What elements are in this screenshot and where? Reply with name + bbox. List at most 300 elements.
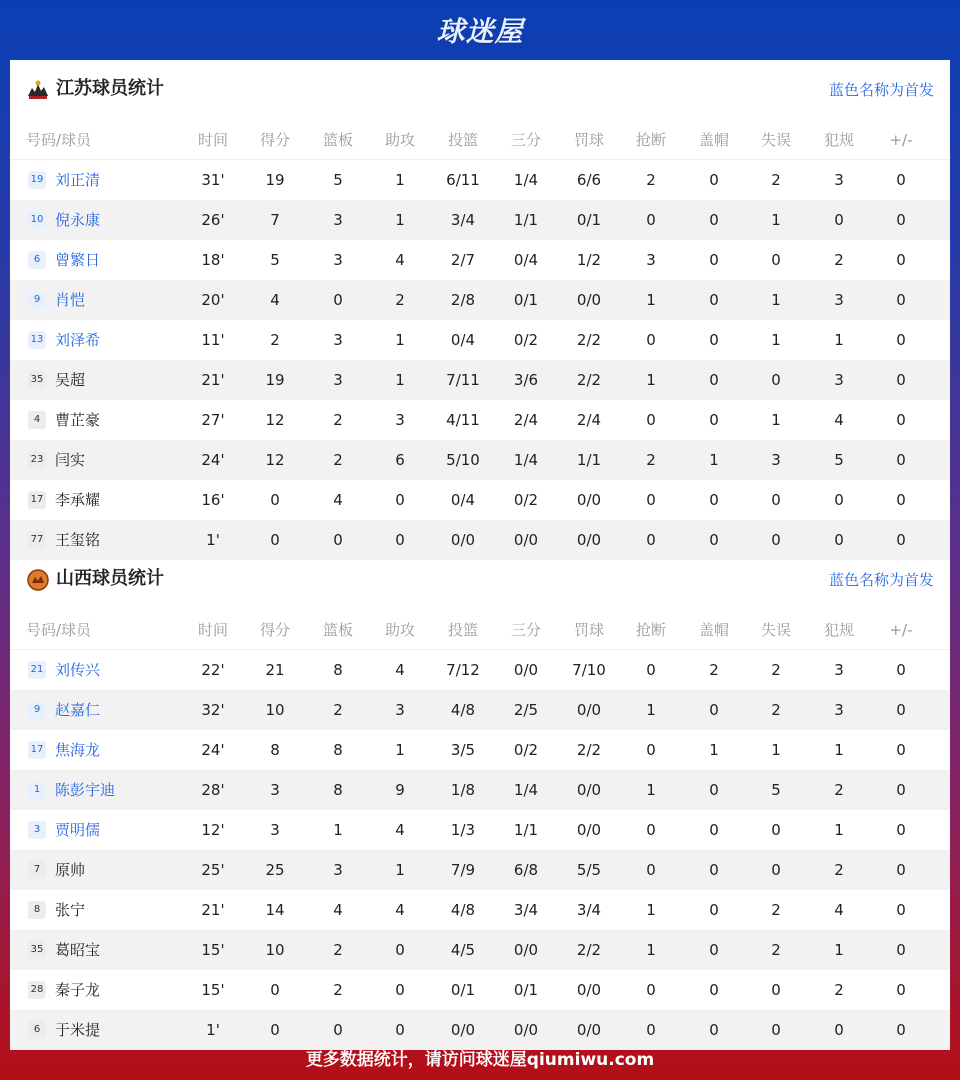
table-row	[10, 690, 950, 730]
jersey-number-badge: 28	[28, 981, 46, 999]
table-row	[10, 440, 950, 480]
stat-cell: 1	[395, 741, 405, 759]
stat-cell: 1	[709, 451, 719, 469]
table-row	[10, 280, 950, 320]
stat-cell: 3/5	[450, 741, 476, 759]
stat-cell: 2/4	[513, 411, 539, 429]
stat-cell: 1	[646, 781, 656, 799]
stat-cell: 5/5	[576, 861, 602, 879]
stat-cell: 2	[771, 701, 781, 719]
stat-cell: 2	[333, 451, 343, 469]
stat-cell: 0	[709, 781, 719, 799]
stat-cell: 2	[834, 781, 844, 799]
player-name: 吴超	[55, 371, 86, 389]
player-name: 曹芷豪	[55, 411, 101, 429]
stat-cell: 3	[270, 781, 280, 799]
player-name: 刘传兴	[55, 661, 101, 679]
table-row	[10, 240, 950, 280]
stat-cell: 0/4	[450, 331, 476, 349]
stat-cell: 1	[646, 291, 656, 309]
column-header: +/-	[889, 621, 913, 639]
stat-cell: 25'	[201, 861, 225, 879]
stat-cell: 0	[896, 491, 906, 509]
stat-cell: 0/1	[450, 981, 476, 999]
stat-cell: 0/0	[576, 491, 602, 509]
stat-cell: 1	[333, 821, 343, 839]
stat-cell: 3	[395, 701, 405, 719]
column-header: 抢断	[635, 131, 666, 149]
stat-cell: 0	[771, 861, 781, 879]
stat-cell: 0/1	[513, 981, 539, 999]
column-header: 盖帽	[698, 621, 729, 639]
stat-cell: 0	[896, 741, 906, 759]
player-name: 闫实	[55, 451, 86, 469]
team-header	[10, 60, 950, 120]
team-title: 江苏球员统计	[56, 78, 164, 99]
stat-cell: 2/8	[450, 291, 476, 309]
stat-cell: 1/3	[450, 821, 476, 839]
jersey-number-badge: 3	[28, 821, 46, 839]
stat-cell: 21'	[201, 901, 225, 919]
stat-cell: 0	[834, 211, 844, 229]
jersey-number-badge: 6	[28, 1021, 46, 1039]
stat-cell: 1	[771, 291, 781, 309]
stat-cell: 0	[709, 171, 719, 189]
stat-cell: 1	[646, 701, 656, 719]
stat-cell: 0	[709, 981, 719, 999]
column-header: 三分	[510, 621, 541, 639]
stat-cell: 0	[646, 411, 656, 429]
stat-cell: 4	[333, 901, 343, 919]
starter-note: 蓝色名称为首发	[828, 571, 934, 589]
table-row	[10, 320, 950, 360]
table-row	[10, 400, 950, 440]
stat-cell: 21'	[201, 371, 225, 389]
stat-cell: 0	[646, 531, 656, 549]
stat-cell: 10	[265, 701, 285, 719]
stat-cell: 3	[834, 701, 844, 719]
stat-cell: 0/0	[576, 981, 602, 999]
stat-cell: 3	[333, 371, 343, 389]
stat-cell: 0	[896, 861, 906, 879]
stat-cell: 22'	[201, 661, 225, 679]
stat-cell: 0/2	[513, 491, 539, 509]
stat-cell: 3	[834, 371, 844, 389]
stat-cell: 0	[646, 821, 656, 839]
stat-cell: 21	[265, 661, 285, 679]
stat-cell: 0	[896, 411, 906, 429]
stat-cell: 0	[896, 211, 906, 229]
stat-cell: 0/0	[576, 821, 602, 839]
stat-cell: 0	[896, 701, 906, 719]
stat-cell: 1	[771, 331, 781, 349]
stat-cell: 2/2	[576, 371, 602, 389]
stat-cell: 1	[646, 941, 656, 959]
jersey-number-badge: 17	[28, 741, 46, 759]
team-section-jiangsu	[10, 60, 950, 560]
table-row	[10, 930, 950, 970]
column-header: 篮板	[322, 131, 353, 149]
player-name: 焦海龙	[55, 741, 101, 759]
stat-cell: 3/4	[576, 901, 602, 919]
stat-cell: 7/10	[572, 661, 606, 679]
stat-cell: 0	[395, 491, 405, 509]
stat-cell: 0/0	[513, 531, 539, 549]
stat-cell: 2	[771, 661, 781, 679]
stat-cell: 2	[834, 251, 844, 269]
stat-cell: 0	[709, 701, 719, 719]
stat-cell: 0	[771, 491, 781, 509]
table-row	[10, 360, 950, 400]
stat-cell: 4	[395, 821, 405, 839]
column-header: 罚球	[573, 621, 604, 639]
table-row	[10, 810, 950, 850]
stat-cell: 1	[834, 331, 844, 349]
stat-cell: 0	[771, 371, 781, 389]
column-header: 罚球	[573, 131, 604, 149]
column-header: 犯规	[823, 131, 854, 149]
stat-cell: 0/0	[576, 1021, 602, 1039]
stat-cell: 32'	[201, 701, 225, 719]
stat-cell: 0/2	[513, 331, 539, 349]
stat-cell: 0	[896, 371, 906, 389]
stat-cell: 6	[395, 451, 405, 469]
stat-cell: 7/11	[446, 371, 480, 389]
stat-cell: 6/8	[513, 861, 539, 879]
column-header: 得分	[259, 621, 290, 639]
stat-cell: 5	[834, 451, 844, 469]
jersey-number-badge: 6	[28, 251, 46, 269]
stat-cell: 4/11	[446, 411, 480, 429]
column-header: 得分	[259, 131, 290, 149]
stat-cell: 3/6	[513, 371, 539, 389]
stat-cell: 0/0	[576, 781, 602, 799]
stat-cell: 0	[709, 291, 719, 309]
column-header: 失误	[760, 131, 791, 149]
table-row	[10, 480, 950, 520]
stat-cell: 2	[333, 941, 343, 959]
stat-cell: 0/0	[450, 1021, 476, 1039]
stat-cell: 8	[333, 741, 343, 759]
stat-cell: 0	[771, 821, 781, 839]
stat-cell: 0	[646, 741, 656, 759]
stat-cell: 1	[834, 741, 844, 759]
stat-cell: 0	[270, 981, 280, 999]
stat-cell: 2	[646, 171, 656, 189]
stat-cell: 19	[265, 171, 285, 189]
stat-cell: 0	[709, 251, 719, 269]
stat-cell: 2/5	[513, 701, 539, 719]
stat-cell: 3	[333, 251, 343, 269]
stat-cell: 4/8	[450, 901, 476, 919]
jersey-number-badge: 9	[28, 291, 46, 309]
stat-cell: 19	[265, 371, 285, 389]
stat-cell: 14	[265, 901, 285, 919]
stat-cell: 0	[395, 941, 405, 959]
table-row	[10, 730, 950, 770]
team-header	[10, 550, 950, 610]
stat-cell: 15'	[201, 941, 225, 959]
player-name: 陈彭宇迪	[55, 781, 116, 799]
stat-cell: 0	[896, 941, 906, 959]
jersey-number-badge: 19	[28, 171, 46, 189]
column-header: 篮板	[322, 621, 353, 639]
stat-cell: 0	[333, 1021, 343, 1039]
stat-cell: 12'	[201, 821, 225, 839]
player-name: 曾繁日	[55, 251, 101, 269]
stat-cell: 0	[896, 251, 906, 269]
player-name: 刘泽希	[55, 331, 101, 349]
table-header	[10, 120, 950, 160]
stat-cell: 1	[395, 331, 405, 349]
stat-cell: 0	[646, 331, 656, 349]
stat-cell: 24'	[201, 451, 225, 469]
column-header: 盖帽	[698, 131, 729, 149]
column-header: 三分	[510, 131, 541, 149]
stat-cell: 11'	[201, 331, 225, 349]
footer-banner: 更多数据统计，请访问球迷屋qiumiwu.com	[305, 1050, 655, 1070]
column-header: 投篮	[447, 621, 478, 639]
stat-cell: 0	[709, 1021, 719, 1039]
team-title: 山西球员统计	[56, 568, 164, 589]
stat-cell: 18'	[201, 251, 225, 269]
stat-cell: 2/4	[576, 411, 602, 429]
stat-cell: 1	[395, 371, 405, 389]
jersey-number-badge: 17	[28, 491, 46, 509]
stat-cell: 4	[395, 661, 405, 679]
stat-cell: 0	[709, 211, 719, 229]
column-header: 助攻	[384, 621, 415, 639]
stat-cell: 20'	[201, 291, 225, 309]
jersey-number-badge: 35	[28, 941, 46, 959]
stat-cell: 3	[646, 251, 656, 269]
stat-cell: 3/4	[450, 211, 476, 229]
player-name: 倪永康	[55, 211, 101, 229]
stats-panel	[10, 60, 950, 1040]
stat-cell: 10	[265, 941, 285, 959]
player-name: 刘正清	[55, 171, 101, 189]
stat-cell: 3	[834, 171, 844, 189]
jersey-number-badge: 9	[28, 701, 46, 719]
stat-cell: 4	[333, 491, 343, 509]
stat-cell: 24'	[201, 741, 225, 759]
stat-cell: 3/4	[513, 901, 539, 919]
stat-cell: 7/9	[450, 861, 476, 879]
stat-cell: 0	[896, 331, 906, 349]
stat-cell: 5	[771, 781, 781, 799]
stat-cell: 0	[646, 861, 656, 879]
player-name: 贾明儒	[55, 821, 101, 839]
stat-cell: 1	[709, 741, 719, 759]
stat-cell: 0	[896, 451, 906, 469]
stat-cell: 0/0	[513, 1021, 539, 1039]
team-section-shanxi	[10, 550, 950, 1050]
stat-cell: 0	[709, 821, 719, 839]
stat-cell: 0/1	[576, 211, 602, 229]
player-name: 李承耀	[55, 491, 101, 509]
player-name: 于米提	[55, 1021, 101, 1039]
stat-cell: 3	[270, 821, 280, 839]
stat-cell: 6/6	[576, 171, 602, 189]
column-header: 抢断	[635, 621, 666, 639]
table-row	[10, 770, 950, 810]
stat-cell: 0	[834, 531, 844, 549]
player-name: 原帅	[55, 861, 86, 879]
column-label-player: 号码/球员	[26, 621, 92, 639]
stat-cell: 0/4	[450, 491, 476, 509]
stat-cell: 4	[395, 901, 405, 919]
stat-cell: 0/0	[576, 701, 602, 719]
stat-cell: 0	[709, 331, 719, 349]
jiangsu-team-logo-icon	[26, 78, 50, 102]
stat-cell: 8	[333, 661, 343, 679]
stat-cell: 0	[896, 821, 906, 839]
stat-cell: 26'	[201, 211, 225, 229]
jersey-number-badge: 8	[28, 901, 46, 919]
stat-cell: 2	[333, 701, 343, 719]
stat-cell: 2	[270, 331, 280, 349]
stat-cell: 0/1	[513, 291, 539, 309]
table-row	[10, 970, 950, 1010]
table-row	[10, 200, 950, 240]
stat-cell: 0	[896, 661, 906, 679]
stat-cell: 0	[834, 491, 844, 509]
stat-cell: 2	[333, 411, 343, 429]
player-name: 葛昭宝	[55, 941, 101, 959]
stat-cell: 0	[709, 411, 719, 429]
stat-cell: 1/1	[513, 211, 539, 229]
stat-cell: 2	[395, 291, 405, 309]
jersey-number-badge: 13	[28, 331, 46, 349]
stat-cell: 4/5	[450, 941, 476, 959]
stat-cell: 0	[896, 901, 906, 919]
stat-cell: 0/0	[450, 531, 476, 549]
table-row	[10, 890, 950, 930]
stat-cell: 31'	[201, 171, 225, 189]
jersey-number-badge: 10	[28, 211, 46, 229]
stat-cell: 5	[270, 251, 280, 269]
stat-cell: 2	[834, 981, 844, 999]
stat-cell: 0	[834, 1021, 844, 1039]
stat-cell: 0	[333, 531, 343, 549]
stat-cell: 3	[333, 861, 343, 879]
stat-cell: 7	[270, 211, 280, 229]
stat-cell: 0	[771, 531, 781, 549]
stat-cell: 0	[646, 981, 656, 999]
jersey-number-badge: 23	[28, 451, 46, 469]
stat-cell: 0/0	[513, 661, 539, 679]
stat-cell: 0	[896, 981, 906, 999]
stat-cell: 0	[270, 1021, 280, 1039]
stat-cell: 1/2	[576, 251, 602, 269]
stat-cell: 5	[333, 171, 343, 189]
column-header: +/-	[889, 131, 913, 149]
stat-cell: 4	[395, 251, 405, 269]
stat-cell: 3	[395, 411, 405, 429]
stat-cell: 0	[771, 981, 781, 999]
stat-cell: 2/2	[576, 331, 602, 349]
stat-cell: 1/4	[513, 781, 539, 799]
stat-cell: 1/1	[576, 451, 602, 469]
stat-cell: 3	[834, 661, 844, 679]
stat-cell: 1	[646, 371, 656, 389]
table-row	[10, 850, 950, 890]
stat-cell: 1	[395, 211, 405, 229]
stat-cell: 0	[709, 371, 719, 389]
stat-cell: 9	[395, 781, 405, 799]
stat-cell: 8	[270, 741, 280, 759]
stat-cell: 0	[395, 531, 405, 549]
stat-cell: 2	[771, 171, 781, 189]
stat-cell: 2/2	[576, 941, 602, 959]
player-name: 王玺铭	[55, 531, 101, 549]
stat-cell: 0	[896, 171, 906, 189]
player-name: 秦子龙	[55, 981, 101, 999]
stat-cell: 0	[646, 1021, 656, 1039]
stat-cell: 16'	[201, 491, 225, 509]
stat-cell: 0	[646, 661, 656, 679]
table-row	[10, 650, 950, 690]
stat-cell: 1	[834, 941, 844, 959]
stat-cell: 4	[834, 411, 844, 429]
stat-cell: 0	[709, 901, 719, 919]
stat-cell: 0	[395, 1021, 405, 1039]
stat-cell: 1	[771, 211, 781, 229]
top-bar	[0, 0, 960, 60]
stat-cell: 15'	[201, 981, 225, 999]
stat-cell: 27'	[201, 411, 225, 429]
stat-cell: 2	[646, 451, 656, 469]
stat-cell: 1/4	[513, 171, 539, 189]
stat-cell: 12	[265, 411, 285, 429]
stat-cell: 1	[646, 901, 656, 919]
stat-cell: 1	[771, 741, 781, 759]
stat-cell: 0	[646, 211, 656, 229]
stat-cell: 5/10	[446, 451, 480, 469]
stat-cell: 4	[270, 291, 280, 309]
stat-cell: 0	[896, 291, 906, 309]
shanxi-team-logo-icon	[26, 568, 50, 592]
stat-cell: 0	[709, 531, 719, 549]
stat-cell: 2	[771, 901, 781, 919]
stat-cell: 8	[333, 781, 343, 799]
stat-cell: 1/4	[513, 451, 539, 469]
stat-cell: 28'	[201, 781, 225, 799]
stat-cell: 4/8	[450, 701, 476, 719]
jersey-number-badge: 4	[28, 411, 46, 429]
jersey-number-badge: 1	[28, 781, 46, 799]
stat-cell: 3	[834, 291, 844, 309]
stat-cell: 0/0	[513, 941, 539, 959]
player-name: 肖恺	[55, 291, 86, 309]
stat-cell: 3	[333, 331, 343, 349]
jersey-number-badge: 7	[28, 861, 46, 879]
stat-cell: 2	[709, 661, 719, 679]
column-header: 投篮	[447, 131, 478, 149]
stat-cell: 0	[771, 251, 781, 269]
stat-cell: 0/4	[513, 251, 539, 269]
stat-cell: 0	[709, 861, 719, 879]
stat-cell: 0/0	[576, 291, 602, 309]
stat-cell: 2	[834, 861, 844, 879]
stat-cell: 0	[270, 531, 280, 549]
column-label-player: 号码/球员	[26, 131, 92, 149]
stat-cell: 25	[265, 861, 285, 879]
column-header: 时间	[197, 621, 228, 639]
stat-cell: 0	[771, 1021, 781, 1039]
jersey-number-badge: 35	[28, 371, 46, 389]
stat-cell: 0	[646, 491, 656, 509]
